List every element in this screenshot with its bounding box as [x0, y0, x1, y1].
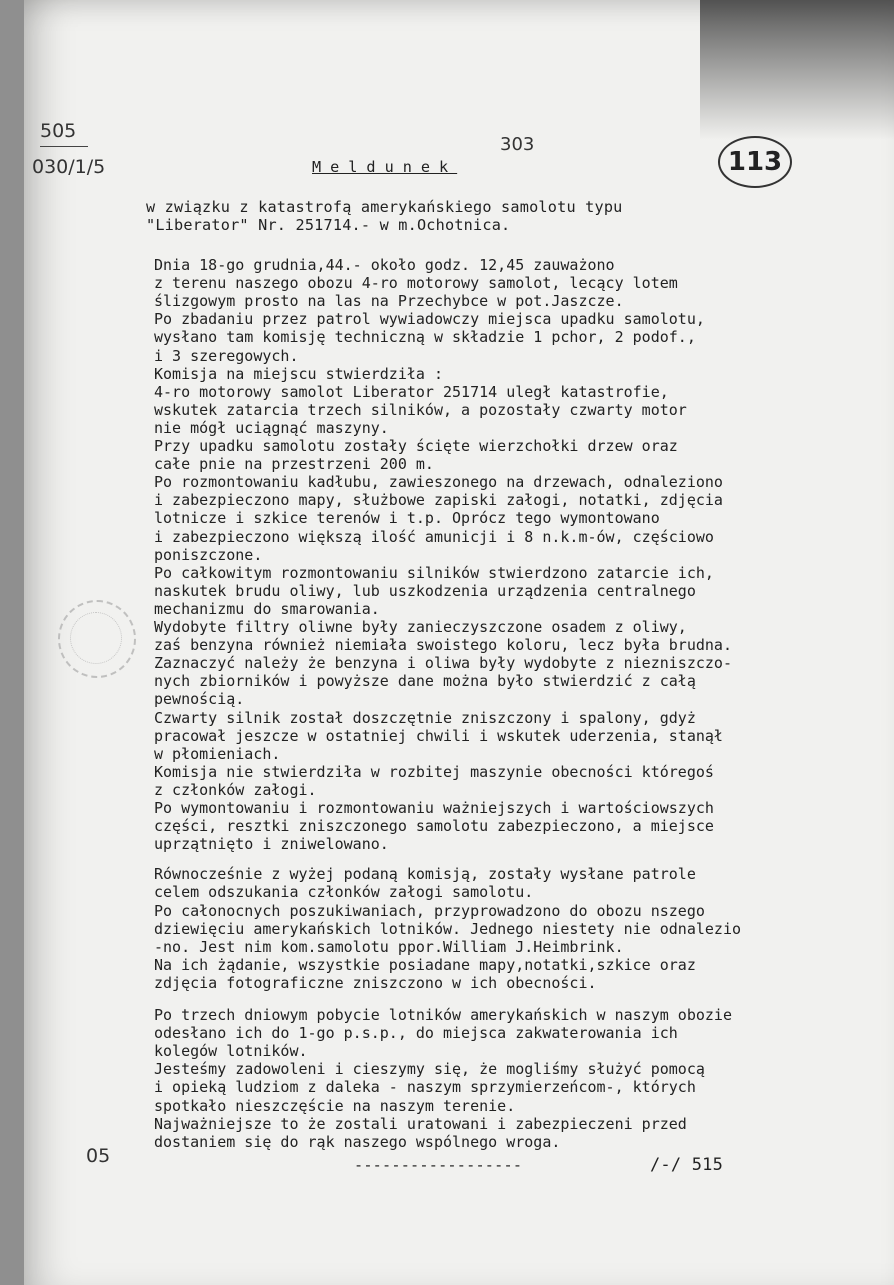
body-line: Dnia 18-go grudnia,44.- około godz. 12,45 zauważono	[154, 256, 615, 274]
signature-line: ------------------	[354, 1156, 523, 1174]
archive-number-divider	[40, 146, 88, 147]
body-line: Przy upadku samolotu zostały ścięte wierzchołki drzew oraz	[154, 437, 678, 455]
body-line: zaś benzyna również niemiała swoistego koloru, lecz była brudna.	[154, 636, 732, 655]
body-line: i 3 szeregowych.	[154, 346, 299, 365]
body-line: Równocześnie z wyżej podaną komisją, zostały wysłane patrole	[154, 865, 696, 884]
document-title: Meldunek	[312, 158, 458, 176]
body-line: nie mógł uciągnąć maszyny.	[154, 418, 389, 437]
body-line: pracował jeszcze w ostatniej chwili i wskutek uderzenia, stanął	[154, 726, 723, 745]
body-line: i zabezpieczono większą ilość amunicji i 8 n.k.m-ów, częściowo	[154, 527, 714, 546]
body-line: ślizgowym prosto na las na Przechybce w pot.Jaszcze.	[154, 292, 624, 311]
body-line: Jesteśmy zadowoleni i cieszymy się, że mogliśmy służyć pomocą	[154, 1060, 705, 1079]
body-line: z członków załogi.	[154, 780, 317, 799]
body-line: Komisja nie stwierdziła w rozbitej maszynie obecności któregoś	[154, 762, 714, 781]
body-line: Czwarty silnik został doszczętnie zniszczony i spalony, gdyż	[154, 708, 696, 727]
body-line: zdjęcia fotograficzne zniszczono w ich obecności.	[154, 973, 597, 992]
body-line: całe pnie na przestrzeni 200 m.	[154, 455, 434, 474]
body-line: pewnością.	[154, 690, 245, 709]
body-line: Komisja na miejscu stwierdziła :	[154, 364, 443, 383]
body-line: Najważniejsze to że zostali uratowani i zabezpieczeni przed	[154, 1114, 687, 1133]
body-line: w płomieniach.	[154, 744, 281, 763]
body-line: 4-ro motorowy samolot Liberator 251714 uległ katastrofie,	[154, 382, 669, 401]
body-line: odesłano ich do 1-go p.s.p., do miejsca zakwaterowania ich	[154, 1024, 678, 1043]
body-line: uprzątnięto i zniwelowano.	[154, 835, 389, 854]
body-line: Wydobyte filtry oliwne były zanieczyszczone osadem z oliwy,	[154, 618, 687, 636]
body-line: naskutek brudu oliwy, lub uszkodzenia urządzenia centralnego	[154, 581, 696, 600]
body-line: Po całonocnych poszukiwaniach, przyprowadzono do obozu nszego	[154, 901, 705, 920]
body-line: Po rozmontowaniu kadłubu, zawieszonego na drzewach, odnaleziono	[154, 473, 723, 492]
body-line: Na ich żądanie, wszystkie posiadane mapy,notatki,szkice oraz	[154, 955, 696, 974]
body-line: nych zbiorników i powyższe dane można było stwierdzić z całą	[154, 672, 696, 691]
body-line: Po trzech dniowym pobycie lotników amerykańskich w naszym obozie	[154, 1006, 732, 1024]
body-line: wskutek zatarcia trzech silników, a pozostały czwarty motor	[154, 400, 687, 419]
body-line: kolegów lotników.	[154, 1042, 308, 1061]
body-line: dziewięciu amerykańskich lotników. Jednego niestety nie odnalezio	[154, 919, 741, 938]
archive-number-bottom: 05	[86, 1145, 111, 1167]
subject-line: "Liberator" Nr. 251714.- w m.Ochotnica.	[146, 216, 511, 234]
page-edge-shadow	[700, 0, 894, 140]
faded-stamp	[58, 600, 136, 678]
body-line: części, resztki zniszczonego samolotu zabezpieczono, a miejsce	[154, 817, 714, 836]
body-line: Po zbadaniu przez patrol wywiadowczy miejsca upadku samolotu,	[154, 310, 705, 329]
archive-number-sub: 030/1/5	[32, 156, 106, 178]
body-line: celem odszukania członków załogi samolotu.	[154, 883, 534, 902]
circled-folio-number: 113	[718, 136, 792, 188]
archive-number-top: 505	[40, 120, 77, 142]
body-line: z terenu naszego obozu 4-ro motorowy samolot, lecący lotem	[154, 274, 678, 293]
body-line: Po całkowitym rozmontowaniu silników stwierdzono zatarcie ich,	[154, 563, 714, 582]
body-line: dostaniem się do rąk naszego wspólnego wroga.	[154, 1132, 561, 1151]
body-line: -no. Jest nim kom.samolotu ppor.William J.Heimbrink.	[154, 937, 624, 956]
subject-line: w związku z katastrofą amerykańskiego samolotu typu	[146, 198, 623, 216]
signature: /-/ 515	[650, 1155, 724, 1175]
body-line: wysłano tam komisję techniczną w składzie 1 pchor, 2 podof.,	[154, 328, 696, 347]
body-line: lotnicze i szkice terenów i t.p. Oprócz tego wymontowano	[154, 509, 660, 528]
body-line: mechanizmu do smarowania.	[154, 599, 380, 618]
body-line: Po wymontowaniu i rozmontowaniu ważniejszych i wartościowszych	[154, 799, 714, 817]
body-line: Zaznaczyć należy że benzyna i oliwa były wydobyte z niezniszczo-	[154, 654, 732, 673]
page-reference-number: 303	[500, 134, 535, 155]
body-line: poniszczone.	[154, 545, 263, 564]
body-line: i zabezpieczono mapy, służbowe zapiski załogi, notatki, zdjęcia	[154, 491, 723, 510]
body-line: i opieką ludziom z daleka - naszym sprzymierzeńcom-, których	[154, 1078, 696, 1097]
body-line: spotkało nieszczęście na naszym terenie.	[154, 1096, 516, 1115]
